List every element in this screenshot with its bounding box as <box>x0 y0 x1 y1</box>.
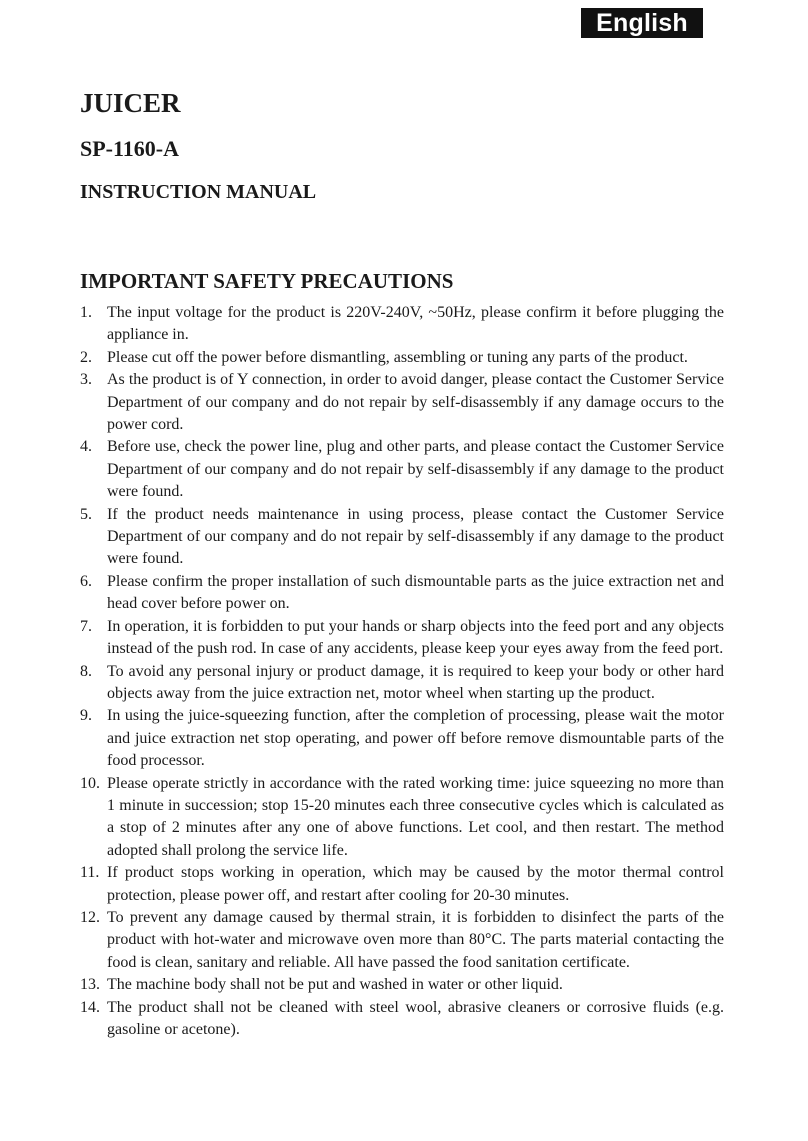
item-number: 10. <box>80 774 100 792</box>
list-item <box>80 616 724 661</box>
item-number: 14. <box>80 998 100 1016</box>
list-item <box>80 504 724 571</box>
model-number: SP-1160-A <box>80 136 179 161</box>
item-text: Please operate strictly in accordance with the rated working time: juice squeezing no more than 1 minute in succession; stop 15-20 minutes each three consecutive cycles which is calculated as a stop of 2 minutes after any one of above functions. Let cool, and then restart. The method adopted shall prolong the service life. <box>107 774 724 859</box>
item-number: 3. <box>80 371 92 389</box>
item-text: If product stops working in operation, which may be caused by the motor thermal control protection, please power off, and restart after cooling for 20-30 minutes. <box>107 864 724 904</box>
item-number: 4. <box>80 438 92 456</box>
language-badge: English <box>581 8 703 38</box>
list-item <box>80 302 724 347</box>
item-text: The input voltage for the product is 220V-240V, ~50Hz, please confirm it before plugging the appliance in. <box>107 304 724 344</box>
item-number: 2. <box>80 348 92 366</box>
list-item <box>80 862 724 907</box>
list-item <box>80 571 724 616</box>
item-number: 12. <box>80 908 100 926</box>
list-item <box>80 907 724 974</box>
item-text: To prevent any damage caused by thermal strain, it is forbidden to disinfect the parts of the product with hot-water and microwave oven more than 80°C. The parts material contacting the food is clean, sanitary and reliable. All have passed the food sanitation certificate. <box>107 908 724 971</box>
list-item <box>80 705 724 772</box>
item-number: 7. <box>80 617 92 635</box>
document-subtitle: INSTRUCTION MANUAL <box>80 181 317 203</box>
item-number: 11. <box>80 864 100 882</box>
item-text: To avoid any personal injury or product damage, it is required to keep your body or other hard objects away from the juice extraction net, motor wheel when starting up the product. <box>107 662 724 702</box>
list-item <box>80 347 724 369</box>
item-number: 1. <box>80 304 92 321</box>
document-title: JUICER <box>80 88 181 118</box>
list-item <box>80 997 724 1042</box>
item-text: If the product needs maintenance in using process, please contact the Customer Service Department of our company and do not repair by self-disassembly if any damage to the product were found. <box>107 505 724 568</box>
item-text: Please confirm the proper installation of such dismountable parts as the juice extraction net and head cover before power on. <box>107 572 724 613</box>
item-number: 6. <box>80 572 92 590</box>
list-item <box>80 661 724 706</box>
item-number: 5. <box>80 505 92 523</box>
list-item <box>80 773 724 863</box>
item-number: 9. <box>80 707 92 725</box>
item-text: The machine body shall not be put and washed in water or other liquid. <box>107 976 563 994</box>
safety-heading: IMPORTANT SAFETY PRECAUTIONS <box>80 269 454 293</box>
item-text: Please cut off the power before dismantling, assembling or tuning any parts of the product. <box>107 348 688 366</box>
item-number: 13. <box>80 976 100 994</box>
item-text: As the product is of Y connection, in order to avoid danger, please contact the Customer Service Department of our company and do not repair by self-disassembly if any damage occurs to the power cord. <box>107 371 724 434</box>
item-text: In using the juice-squeezing function, after the completion of processing, please wait the motor and juice extraction net stop operating, and power off before remove dismountable parts of the food processor. <box>107 707 724 770</box>
list-item <box>80 369 724 436</box>
item-text: Before use, check the power line, plug and other parts, and please contact the Customer Service Department of our company and do not repair by self-disassembly if any damage to the product were found. <box>107 438 724 501</box>
safety-precautions-list <box>80 302 724 1041</box>
item-text: In operation, it is forbidden to put your hands or sharp objects into the feed port and any objects instead of the push rod. In case of any accidents, please keep your eyes away from the feed port. <box>107 617 724 658</box>
item-number: 8. <box>80 662 92 680</box>
item-text: The product shall not be cleaned with steel wool, abrasive cleaners or corrosive fluids (e.g. gasoline or acetone). <box>107 998 724 1038</box>
list-item <box>80 436 724 503</box>
list-item <box>80 974 724 996</box>
